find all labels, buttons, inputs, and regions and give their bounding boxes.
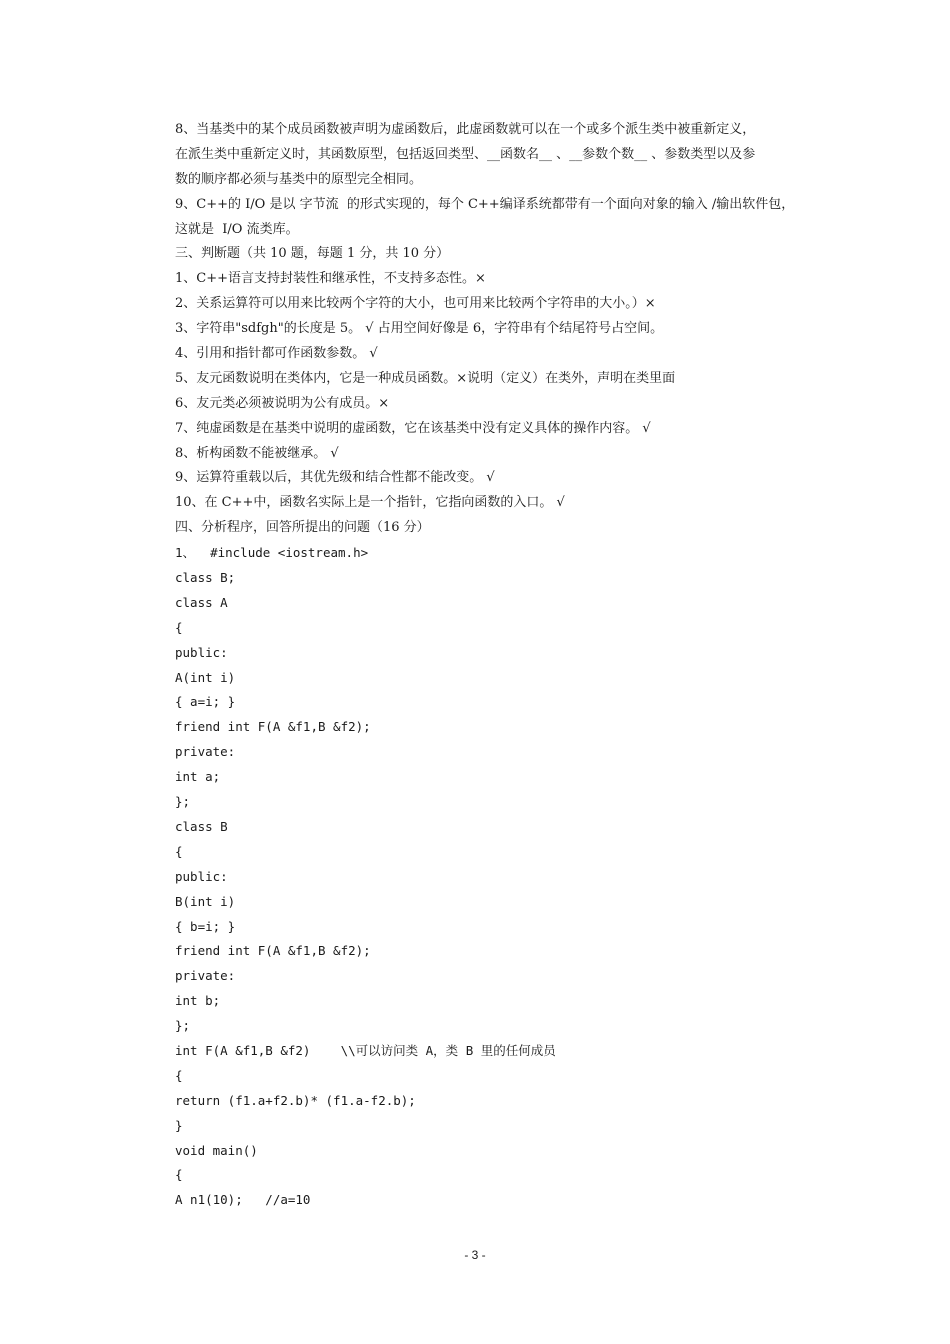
code-line: public: xyxy=(175,644,228,660)
judgment-item: 7、纯虚函数是在基类中说明的虚函数，它在该基类中没有定义具体的操作内容。 √ xyxy=(175,420,651,436)
code-line: void main() xyxy=(175,1142,258,1158)
text-line: 9、C++的 I/O 是以 字节流 的形式实现的，每个 C++编译系统都带有一个面向对象的输入 /输出软件包， xyxy=(175,196,795,212)
code-line: private: xyxy=(175,968,236,984)
code-line: class B; xyxy=(175,570,236,586)
text-line: 在派生类中重新定义时，其函数原型，包括返回类型、__函数名__ 、__参数个数__ 、参数类型以及参 xyxy=(175,146,756,162)
code-line: int a; xyxy=(175,769,221,785)
code-line: } xyxy=(175,1117,183,1133)
judgment-item: 4、引用和指针都可作函数参数。 √ xyxy=(175,346,378,362)
judgment-item: 10、在 C++中，函数名实际上是一个指针，它指向函数的入口。 √ xyxy=(175,495,565,511)
text-line: 这就是 I/O 流类库。 xyxy=(175,221,299,237)
code-line: }; xyxy=(175,794,191,810)
code-line: public: xyxy=(175,868,228,884)
judgment-item: 8、析构函数不能被继承。 √ xyxy=(175,445,339,461)
code-line: { xyxy=(175,619,183,635)
code-line: { a=i; } xyxy=(175,694,236,710)
code-line: class B xyxy=(175,818,228,834)
page-content xyxy=(175,118,825,1213)
code-line: friend int F(A &f1,B &f2); xyxy=(175,719,371,735)
code-line: { xyxy=(175,1067,183,1083)
code-line: }; xyxy=(175,1018,191,1034)
code-line: private: xyxy=(175,744,236,760)
judgment-item: 9、运算符重载以后，其优先级和结合性都不能改变。 √ xyxy=(175,470,495,486)
code-line: int b; xyxy=(175,993,221,1009)
judgment-item: 3、字符串"sdfgh"的长度是 5。 √ 占用空间好像是 6，字符串有个结尾符号占空间。 xyxy=(175,321,664,337)
judgment-item: 2、关系运算符可以用来比较两个字符的大小，也可用来比较两个字符串的大小。）× xyxy=(175,296,656,312)
code-line: class A xyxy=(175,594,228,610)
text-line: 数的顺序都必须与基类中的原型完全相同。 xyxy=(175,171,423,187)
section-heading: 三、判断题（共 10 题，每题 1 分，共 10 分） xyxy=(175,246,450,262)
code-line: { xyxy=(175,843,183,859)
judgment-item: 1、C++语言支持封装性和继承性，不支持多态性。× xyxy=(175,271,486,287)
text-line: 8、当基类中的某个成员函数被声明为虚函数后，此虚函数就可以在一个或多个派生类中被重新定义， xyxy=(175,122,756,137)
judgment-item: 6、友元类必须被说明为公有成员。× xyxy=(175,395,390,411)
section-heading: 四、分析程序，回答所提出的问题（16 分） xyxy=(175,520,430,536)
judgment-item: 5、友元函数说明在类体内，它是一种成员函数。×说明（定义）在类外，声明在类里面 xyxy=(175,370,676,386)
code-line: A(int i) xyxy=(175,669,236,685)
page-number: - 3 - xyxy=(464,1248,486,1262)
code-line: int F(A &f1,B &f2) \\可以访问类 A，类 B 里的任何成员 xyxy=(175,1042,556,1058)
code-line: A n1(10); //a=10 xyxy=(175,1192,311,1208)
code-line: { b=i; } xyxy=(175,918,236,934)
code-line: 1、 #include <iostream.h> xyxy=(175,545,369,561)
code-line: B(int i) xyxy=(175,893,236,909)
code-line: { xyxy=(175,1167,183,1183)
code-line: return (f1.a+f2.b)* (f1.a-f2.b); xyxy=(175,1092,416,1108)
code-line: friend int F(A &f1,B &f2); xyxy=(175,943,371,959)
